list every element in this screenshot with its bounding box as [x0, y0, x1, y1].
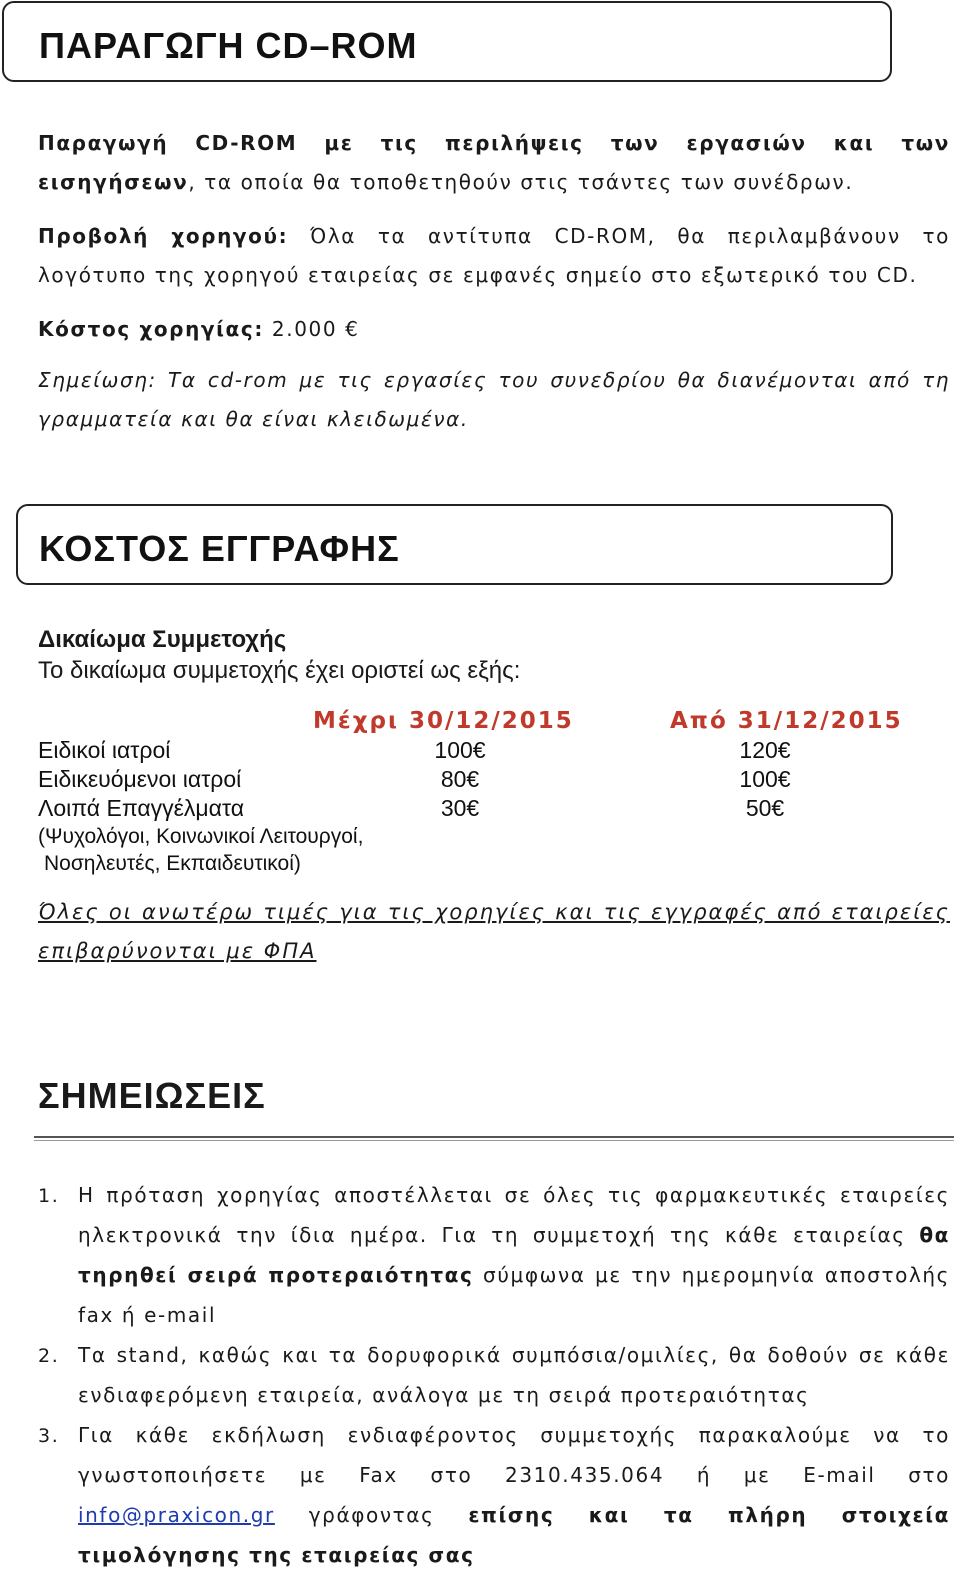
fee-row-late-value: 50€ [745, 795, 785, 821]
sponsor-cost-value: 2.000 € [263, 317, 360, 341]
note-1-text-b: σύμφωνα με την ημερομηνία αποστολής fax ή e-mail [78, 1263, 950, 1327]
note-2: Τα stand, καθώς και τα δορυφορικά συμπόσια/ομιλίες, θα δοθούν σε κάθε ενδιαφερόμενη εταιρεία, ανάλογα με τη σειρά προτεραιότητας [78, 1343, 950, 1407]
note-1 [78, 1175, 950, 1335]
sponsor-display-text: Όλα τα αντίτυπα CD-ROM, θα περιλαμβάνουν το λογότυπο της χορηγού εταιρείας σε εμφανές σημείο στο εξωτερικό του CD. [38, 224, 951, 287]
notes-title: ΣΗΜΕΙΩΣΕΙΣ [38, 1075, 266, 1116]
fee-row-early-value: 100€ [434, 737, 486, 763]
fee-row-label: Ειδικοί ιατροί [38, 737, 171, 763]
vat-notice: Όλες οι ανωτέρω τιμές για τις χορηγίες και τις εγγραφές από εταιρείες επιβαρύνονται με ΦΠΑ [38, 900, 950, 963]
sponsor-display [38, 217, 950, 295]
note-1-text-a: Η πρόταση χορηγίας αποστέλλεται σε όλες τις φαρμακευτικές εταιρείες ηλεκτρονικά την ίδια ημέρα. Για τη συμμετοχή της κάθε εταιρείας [78, 1183, 950, 1247]
fee-row-label: Ειδικευόμενοι ιατροί [38, 766, 242, 792]
column-header-early: Μέχρι 30/12/2015 [313, 708, 574, 734]
notes-divider [34, 1136, 954, 1141]
column-header-late: Από 31/12/2015 [670, 708, 903, 734]
cdrom-note: Σημείωση: Τα cd-rom με τις εργασίες του συνεδρίου θα διανέμονται από τη γραμματεία και θα είναι κλειδωμένα. [38, 368, 950, 431]
fee-row-label: Λοιπά Επαγγέλματα [38, 795, 245, 821]
other-professions-note-line1: (Ψυχολόγοι, Κοινωνικοί Λειτουργοί, [38, 825, 364, 848]
cdrom-title: ΠΑΡΑΓΩΓΗ CD–ROM [39, 25, 418, 66]
fee-row-late-value: 100€ [739, 766, 791, 792]
cdrom-description-bold: Παραγωγή CD-ROM με τις περιλήψεις των εργασιών και των εισηγήσεων [38, 131, 950, 194]
registration-title: ΚΟΣΤΟΣ ΕΓΓΡΑΦΗΣ [39, 528, 400, 569]
cdrom-title-box [2, 1, 892, 82]
contact-email-link[interactable]: info@praxicon.gr [78, 1503, 275, 1527]
fee-row-early-value: 80€ [440, 766, 480, 792]
sponsor-cost-label: Κόστος χορηγίας: [38, 317, 264, 341]
registration-subtitle: Δικαίωμα Συμμετοχής [38, 626, 287, 653]
note-3-number: 3. [38, 1425, 60, 1447]
note-2-number: 2. [38, 1345, 60, 1367]
fee-row-late-value: 120€ [739, 737, 791, 763]
fee-row-early-value: 30€ [440, 795, 480, 821]
sponsor-display-label: Προβολή χορηγού: [38, 224, 289, 248]
note-3-bold: επίσης και τα πλήρη στοιχεία τιμολόγησης της εταιρείας σας [78, 1503, 950, 1567]
cdrom-description [38, 124, 950, 202]
sponsor-cost [38, 310, 950, 349]
other-professions-note-line2: Νοσηλευτές, Εκπαιδευτικοί) [44, 852, 301, 875]
note-1-number: 1. [38, 1185, 60, 1207]
note-3-text-a: Για κάθε εκδήλωση ενδιαφέροντος συμμετοχής παρακαλούμε να το γνωστοποιήσετε με Fax στο 2310.435.064 ή με E-mail στο [78, 1423, 950, 1487]
registration-intro: Το δικαίωμα συμμετοχής έχει οριστεί ως εξής: [38, 657, 521, 684]
registration-title-box [16, 504, 893, 585]
cdrom-description-rest: , τα οποία θα τοποθετηθούν στις τσάντες των συνέδρων. [188, 170, 854, 194]
note-1-bold: θα τηρηθεί σειρά προτεραιότητας [78, 1223, 950, 1287]
note-3 [78, 1415, 950, 1575]
note-3-text-b: γράφοντας [274, 1503, 469, 1527]
